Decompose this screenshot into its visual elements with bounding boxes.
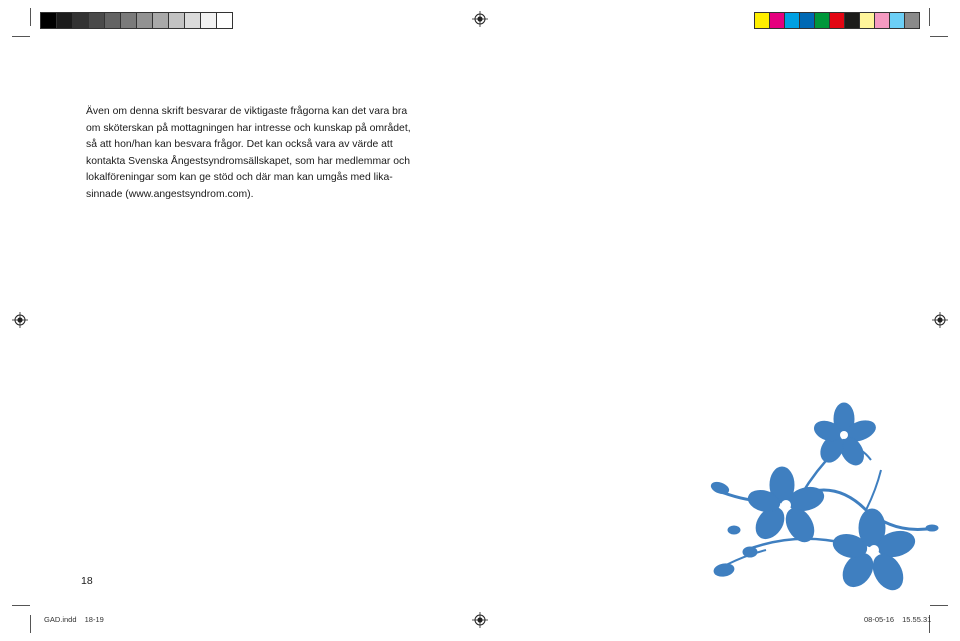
slug-filename: GAD.indd xyxy=(44,615,77,624)
slug-date: 08-05-16 xyxy=(864,615,895,624)
grayscale-swatch xyxy=(169,13,185,28)
color-swatch xyxy=(860,13,875,28)
grayscale-swatch xyxy=(153,13,169,28)
registration-target-icon xyxy=(472,612,488,628)
body-paragraph xyxy=(86,104,411,203)
color-swatch xyxy=(830,13,845,28)
crop-mark xyxy=(12,605,30,606)
grayscale-bar xyxy=(40,12,233,29)
crop-mark xyxy=(12,36,30,37)
color-swatch xyxy=(890,13,905,28)
crop-mark xyxy=(930,605,948,606)
color-swatch xyxy=(815,13,830,28)
paragraph-line: kontakta Svenska Ångestsyndromsällskapet, som har medlemmar och xyxy=(86,155,410,167)
grayscale-swatch xyxy=(121,13,137,28)
grayscale-swatch xyxy=(73,13,89,28)
color-swatch xyxy=(800,13,815,28)
grayscale-swatch xyxy=(89,13,105,28)
crop-mark xyxy=(929,8,930,26)
grayscale-swatch xyxy=(217,13,232,28)
color-swatch xyxy=(875,13,890,28)
slug-file-info xyxy=(44,615,110,624)
grayscale-swatch xyxy=(137,13,153,28)
crop-mark xyxy=(930,36,948,37)
registration-target-icon xyxy=(12,312,28,328)
grayscale-swatch xyxy=(57,13,73,28)
paragraph-line: lokalföreningar som kan ge stöd och där man kan umgås med lika- xyxy=(86,172,393,183)
color-bar xyxy=(754,12,920,29)
registration-target-icon xyxy=(932,312,948,328)
grayscale-swatch xyxy=(201,13,217,28)
slug-timestamp xyxy=(864,615,937,624)
crop-mark xyxy=(30,8,31,26)
crop-mark xyxy=(30,615,31,633)
grayscale-swatch xyxy=(41,13,57,28)
paragraph-line: Även om denna skrift besvarar de viktigaste frågorna kan det vara bra xyxy=(86,106,408,117)
grayscale-swatch xyxy=(105,13,121,28)
registration-target-icon xyxy=(472,11,488,27)
paragraph-line: så att hon/han kan besvara frågor. Det kan också vara av värde att xyxy=(86,139,393,150)
paragraph-line: sinnade (www.angestsyndrom.com). xyxy=(86,188,254,200)
color-swatch xyxy=(905,13,919,28)
slug-time: 15.55.31 xyxy=(902,615,932,624)
color-swatch xyxy=(770,13,785,28)
color-swatch xyxy=(755,13,770,28)
grayscale-swatch xyxy=(185,13,201,28)
color-swatch xyxy=(845,13,860,28)
paragraph-line: om sköterskan på mottagningen har intresse och kunskap på området, xyxy=(86,122,411,134)
page-number: 18 xyxy=(81,575,93,587)
slug-pages: 18-19 xyxy=(84,615,104,624)
color-swatch xyxy=(785,13,800,28)
blue-flower-illustration xyxy=(706,400,942,600)
